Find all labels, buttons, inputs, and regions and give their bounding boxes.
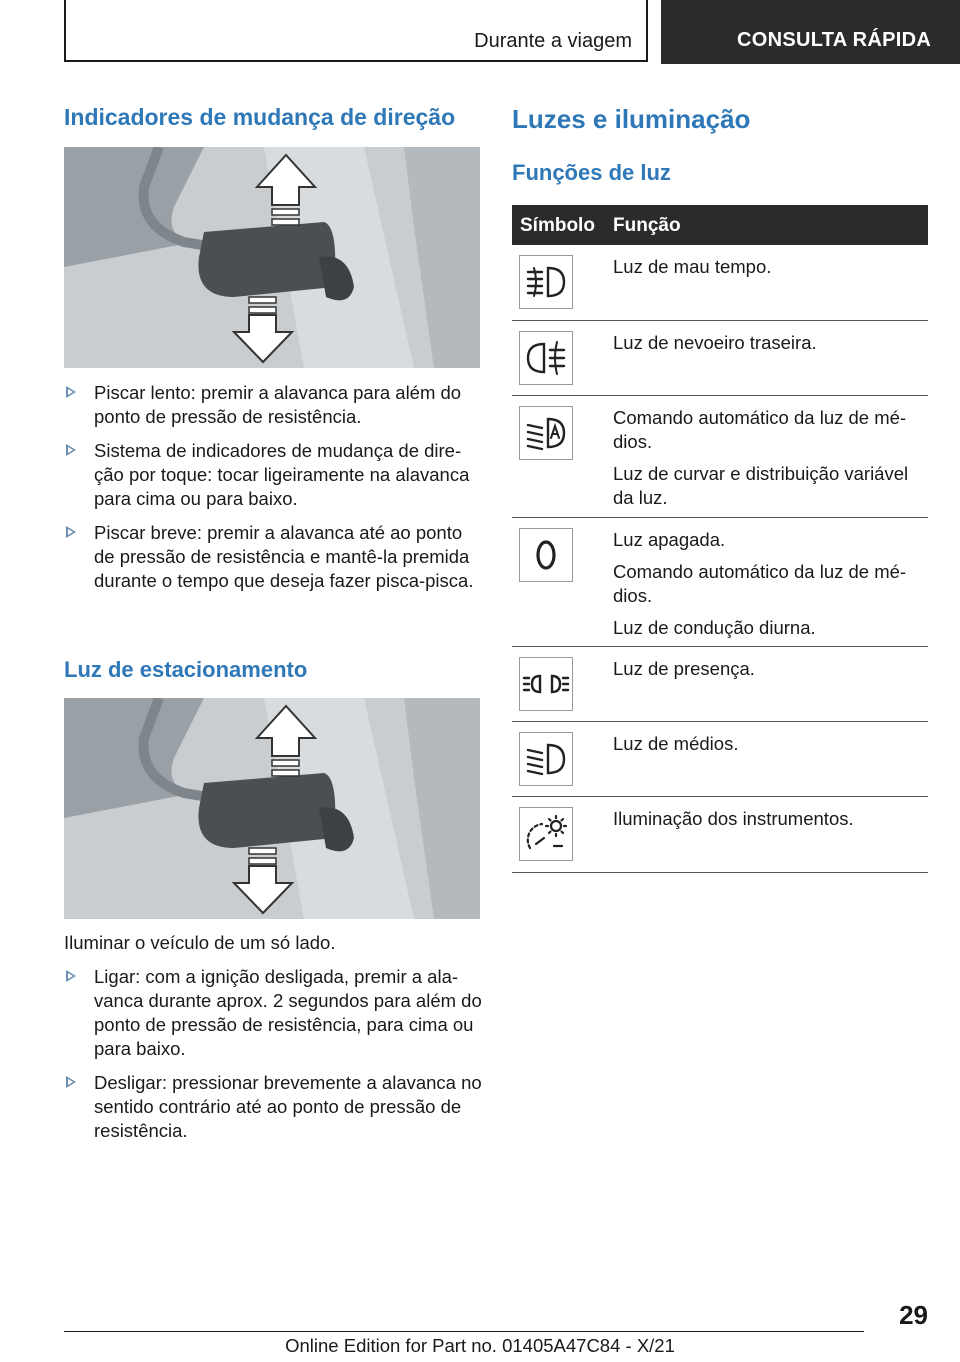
list-item: Piscar lento: premir a alavanca para além do ponto de pressão de resistência. xyxy=(64,381,484,429)
function-cell: Luz de mau tempo. xyxy=(613,256,772,277)
table-header xyxy=(512,205,928,245)
function-cell: Luz de médios. xyxy=(613,733,739,754)
table-row xyxy=(512,647,928,722)
light-functions-subtitle: Funções de luz xyxy=(512,160,671,185)
table-row xyxy=(512,321,928,396)
bullet-triangle-icon xyxy=(66,1076,76,1088)
bullet-triangle-icon xyxy=(66,970,76,982)
low-beam-icon xyxy=(519,732,573,786)
turn-indicators-title: Indicadores de mudança de direção xyxy=(64,104,456,130)
table-row xyxy=(512,722,928,797)
instrument-lighting-icon xyxy=(519,807,573,861)
turn-stalk-image xyxy=(64,147,480,368)
auto-headlight-icon xyxy=(519,406,573,460)
footer-edition: Online Edition for Part no. 01405A47C84 - X/21 xyxy=(285,1335,675,1356)
lights-off-icon xyxy=(519,528,573,582)
fog-light-icon xyxy=(519,255,573,309)
function-cell: Luz de nevoeiro traseira. xyxy=(613,332,817,353)
parking-stalk-image xyxy=(64,698,480,919)
list-item: Piscar breve: premir a alavanca até ao ponto de pressão de resistência e mantê-la premida durante o tempo que deseja fazer pisca-pisca. xyxy=(64,521,484,593)
header-frame xyxy=(64,0,648,62)
function-cell: Luz de presença. xyxy=(613,658,755,679)
function-cell: Comando automático da luz de médios. Luz de curvar e distribuição variável da luz. xyxy=(613,407,909,508)
footer-divider xyxy=(64,1331,864,1332)
page-number: 29 xyxy=(899,1300,928,1330)
column-header-symbol: Símbolo xyxy=(520,215,595,236)
list-item: Desligar: pressionar brevemente a alavanca no sentido contrário até ao ponto de pressão de resistência. xyxy=(64,1071,484,1143)
header-tab[interactable] xyxy=(661,0,960,64)
parking-light-icon xyxy=(519,657,573,711)
turn-indicator-list xyxy=(64,381,484,603)
table-row xyxy=(512,797,928,873)
function-cell: Luz apagada. Comando automático da luz de médios. Luz de condução diurna. xyxy=(613,529,907,638)
table-row xyxy=(512,518,928,647)
parking-light-title: Luz de estacionamento xyxy=(64,657,308,682)
lights-title: Luzes e iluminação xyxy=(512,104,751,134)
column-header-function: Função xyxy=(613,215,681,236)
list-item: Ligar: com a ignição desligada, premir a alavanca durante aprox. 2 segundos para além do ponto de pressão de resistência, para cima ou para baixo. xyxy=(64,965,484,1061)
header-section-title: Durante a viagem xyxy=(474,30,632,52)
parking-light-list xyxy=(64,965,484,1153)
function-cell: Iluminação dos instrumentos. xyxy=(613,808,854,829)
light-functions-table xyxy=(512,205,928,873)
bullet-triangle-icon xyxy=(66,444,76,456)
table-row xyxy=(512,245,928,321)
rear-fog-light-icon xyxy=(519,331,573,385)
bullet-triangle-icon xyxy=(66,386,76,398)
list-item: Sistema de indicadores de mudança de direção por toque: tocar ligeiramente na alavanca para cima ou para baixo. xyxy=(64,439,484,511)
bullet-triangle-icon xyxy=(66,526,76,538)
header-tab-label: CONSULTA RÁPIDA xyxy=(737,29,932,51)
table-row xyxy=(512,396,928,518)
parking-intro-text: Iluminar o veículo de um só lado. xyxy=(64,932,336,953)
